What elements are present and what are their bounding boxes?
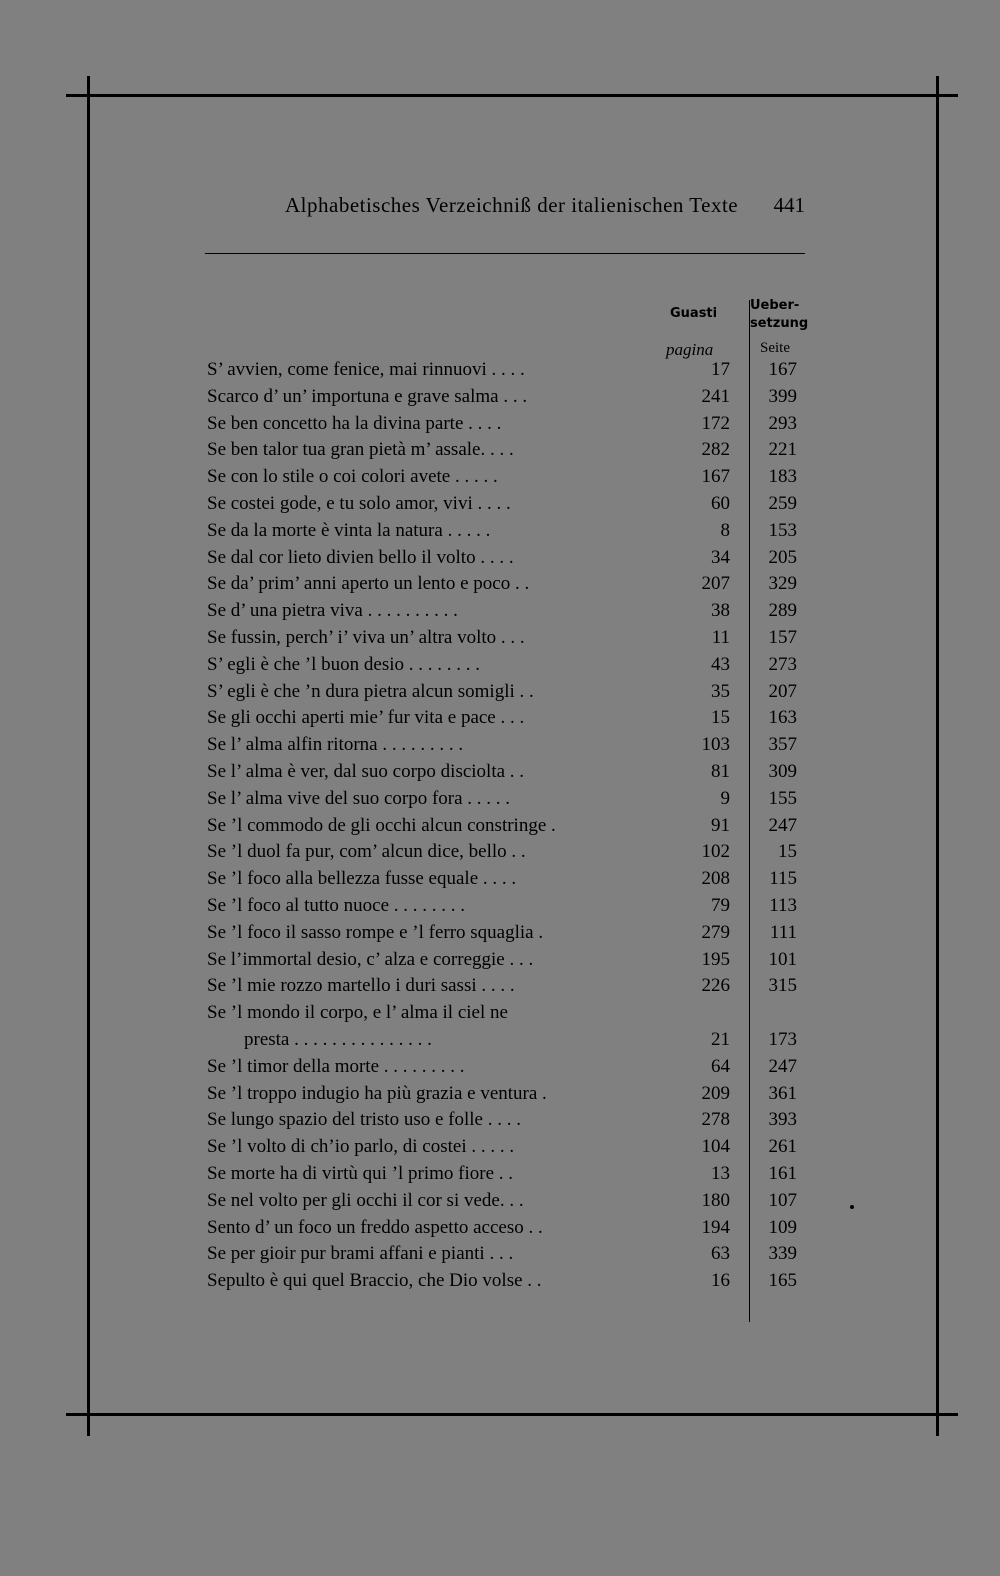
table-row <box>0 1187 1000 1214</box>
table-row <box>0 785 1000 812</box>
row-first-line: Se ’l timor della morte . . . . . . . . . <box>207 1055 465 1077</box>
row-first-line: Scarco d’ un’ importuna e grave salma . . . <box>207 385 528 407</box>
row-first-line: S’ egli è che ’l buon desio . . . . . . . . <box>207 653 480 675</box>
row-guasti-page: 279 <box>701 921 730 943</box>
table-row <box>0 1053 1000 1080</box>
row-guasti-page: 194 <box>701 1216 730 1238</box>
row-guasti-page: 9 <box>720 787 730 809</box>
row-translation-page: 101 <box>768 948 797 970</box>
row-guasti-page: 38 <box>711 600 730 622</box>
table-row <box>0 356 1000 383</box>
table-row <box>0 544 1000 571</box>
row-first-line: Se l’immortal desio, c’ alza e correggie . . . <box>207 948 534 970</box>
row-first-line: Se nel volto per gli occhi il cor si vede. . . <box>207 1189 524 1211</box>
table-row <box>0 1160 1000 1187</box>
row-guasti-page: 172 <box>701 412 730 434</box>
row-translation-page: 289 <box>768 600 797 622</box>
row-translation-page: 107 <box>768 1189 797 1211</box>
row-guasti-page: 11 <box>711 627 730 648</box>
table-row <box>0 1026 1000 1053</box>
row-guasti-page: 102 <box>701 841 730 863</box>
table-row <box>0 436 1000 463</box>
table-row <box>0 490 1000 517</box>
row-guasti-page: 103 <box>701 734 730 756</box>
row-translation-page: 155 <box>768 787 797 809</box>
row-translation-page: 329 <box>768 573 797 595</box>
column-subheader-seite: Seite <box>760 340 790 356</box>
row-first-line: Se da’ prim’ anni aperto un lento e poco . . <box>207 573 530 595</box>
row-first-line: Se morte ha di virtù qui ’l primo fiore . . <box>207 1163 514 1184</box>
row-translation-page: 205 <box>768 546 797 568</box>
row-translation-page: 173 <box>768 1029 797 1050</box>
row-first-line: Se fussin, perch’ i’ viva un’ altra volto . . . <box>207 627 525 648</box>
row-first-line: Se ’l commodo de gli occhi alcun constringe . <box>207 814 556 836</box>
column-subheader-pagina: pagina <box>666 340 714 359</box>
table-row <box>0 865 1000 892</box>
row-first-line: Se ’l foco alla bellezza fusse equale . . . . <box>207 868 517 890</box>
row-guasti-page: 63 <box>711 1243 730 1265</box>
column-header-uebersetzung-line2: setzung <box>750 316 809 331</box>
table-row <box>0 892 1000 919</box>
row-translation-page: 115 <box>769 868 797 890</box>
row-guasti-page: 226 <box>701 975 730 997</box>
row-translation-page: 109 <box>768 1216 797 1238</box>
row-first-line: presta . . . . . . . . . . . . . . . <box>244 1029 432 1050</box>
table-row <box>0 1214 1000 1241</box>
row-guasti-page: 241 <box>701 385 730 407</box>
row-guasti-page: 60 <box>711 493 730 514</box>
table-row <box>0 758 1000 785</box>
table-row <box>0 383 1000 410</box>
row-guasti-page: 34 <box>711 546 730 568</box>
row-guasti-page: 208 <box>701 868 730 890</box>
row-guasti-page: 13 <box>711 1163 730 1184</box>
row-translation-page: 259 <box>768 493 797 514</box>
row-guasti-page: 64 <box>711 1055 730 1077</box>
row-guasti-page: 16 <box>711 1270 730 1292</box>
row-guasti-page: 282 <box>701 439 730 461</box>
row-guasti-page: 21 <box>711 1029 730 1050</box>
row-first-line: Sepulto è qui quel Braccio, che Dio volse . . <box>207 1270 542 1292</box>
row-translation-page: 15 <box>778 841 797 863</box>
row-translation-page: 361 <box>768 1082 797 1104</box>
row-translation-page: 273 <box>768 653 797 675</box>
row-guasti-page: 17 <box>711 359 730 380</box>
frame-top-rule <box>66 94 958 97</box>
row-guasti-page: 81 <box>711 761 730 782</box>
row-translation-page: 357 <box>768 734 797 756</box>
row-first-line: Se l’ alma alfin ritorna . . . . . . . . . <box>207 734 464 756</box>
table-row <box>0 678 1000 705</box>
row-translation-page: 221 <box>768 439 797 461</box>
row-first-line: Se ben talor tua gran pietà m’ assale. . . . <box>207 439 514 461</box>
table-row <box>0 517 1000 544</box>
row-first-line: Se ’l mondo il corpo, e l’ alma il ciel ne <box>207 1002 508 1024</box>
row-first-line: S’ avvien, come fenice, mai rinnuovi . . . . <box>207 359 525 380</box>
row-guasti-page: 104 <box>701 1136 730 1158</box>
row-first-line: Se lungo spazio del tristo uso e folle . . . . <box>207 1109 521 1131</box>
table-row <box>0 946 1000 973</box>
row-guasti-page: 8 <box>720 519 730 541</box>
table-row <box>0 812 1000 839</box>
row-translation-page: 399 <box>768 385 797 407</box>
table-row <box>0 1080 1000 1107</box>
row-first-line: Se d’ una pietra viva . . . . . . . . . . <box>207 600 458 622</box>
table-row <box>0 731 1000 758</box>
row-first-line: Se per gioir pur brami affani e pianti . . . <box>207 1243 514 1265</box>
column-header-uebersetzung-line1: Ueber- <box>750 298 800 313</box>
table-row <box>0 651 1000 678</box>
row-translation-page: 293 <box>768 412 797 434</box>
table-row <box>0 972 1000 999</box>
row-first-line: Se ’l troppo indugio ha più grazia e ventura . <box>207 1082 547 1104</box>
row-guasti-page: 15 <box>711 707 730 729</box>
row-first-line: Se ’l mie rozzo martello i duri sassi . . . . <box>207 975 515 997</box>
row-guasti-page: 180 <box>701 1189 730 1211</box>
row-first-line: Se l’ alma è ver, dal suo corpo disciolta . . <box>207 761 525 782</box>
table-row <box>0 704 1000 731</box>
row-translation-page: 315 <box>768 975 797 997</box>
table-row <box>0 1106 1000 1133</box>
row-first-line: Se con lo stile o coi colori avete . . . . . <box>207 466 498 488</box>
page-title: Alphabetisches Verzeichniß der italienischen Texte <box>285 193 739 217</box>
row-translation-page: 165 <box>768 1270 797 1292</box>
row-guasti-page: 35 <box>711 680 730 702</box>
row-first-line: Se ben concetto ha la divina parte . . . . <box>207 412 502 434</box>
row-translation-page: 183 <box>768 466 797 488</box>
row-translation-page: 309 <box>768 761 797 782</box>
table-row <box>0 410 1000 437</box>
column-header-guasti: Guasti <box>670 306 718 321</box>
row-translation-page: 161 <box>768 1163 797 1184</box>
table-row <box>0 570 1000 597</box>
row-translation-page: 153 <box>768 519 797 541</box>
row-translation-page: 339 <box>768 1243 797 1265</box>
row-first-line: Se l’ alma vive del suo corpo fora . . . . . <box>207 787 511 809</box>
row-translation-page: 113 <box>769 895 797 916</box>
row-first-line: Sento d’ un foco un freddo aspetto acceso . . <box>207 1216 543 1238</box>
row-first-line: Se dal cor lieto divien bello il volto . . . . <box>207 546 514 568</box>
frame-bottom-rule <box>66 1413 958 1416</box>
running-header <box>205 193 805 229</box>
row-first-line: Se gli occhi aperti mie’ fur vita e pace . . . <box>207 707 525 729</box>
table-row <box>0 1240 1000 1267</box>
row-translation-page: 157 <box>768 627 797 648</box>
row-first-line: Se ’l foco il sasso rompe e ’l ferro squaglia . <box>207 921 544 943</box>
header-rule <box>205 253 805 254</box>
row-translation-page: 247 <box>768 1055 797 1077</box>
table-row <box>0 463 1000 490</box>
table-row <box>0 919 1000 946</box>
table-row <box>0 597 1000 624</box>
row-guasti-page: 79 <box>711 895 730 916</box>
row-guasti-page: 209 <box>701 1082 730 1104</box>
row-translation-page: 261 <box>768 1136 797 1158</box>
row-first-line: Se ’l foco al tutto nuoce . . . . . . . . <box>207 895 466 916</box>
row-first-line: Se da la morte è vinta la natura . . . . . <box>207 519 491 541</box>
row-guasti-page: 167 <box>701 466 730 488</box>
table-row <box>0 1133 1000 1160</box>
row-translation-page: 167 <box>768 359 797 380</box>
row-translation-page: 111 <box>769 921 797 943</box>
table-row <box>0 999 1000 1026</box>
page-number: 441 <box>773 193 805 217</box>
stray-dot-mark <box>850 1205 854 1209</box>
row-translation-page: 247 <box>768 814 797 836</box>
table-row <box>0 624 1000 651</box>
row-first-line: Se costei gode, e tu solo amor, vivi . . . . <box>207 493 511 514</box>
row-translation-page: 163 <box>768 707 797 729</box>
row-translation-page: 207 <box>768 680 797 702</box>
row-guasti-page: 207 <box>701 573 730 595</box>
row-first-line: Se ’l duol fa pur, com’ alcun dice, bello . . <box>207 841 526 863</box>
row-guasti-page: 43 <box>711 653 730 675</box>
row-first-line: S’ egli è che ’n dura pietra alcun somigli . . <box>207 680 534 702</box>
row-first-line: Se ’l volto di ch’io parlo, di costei . . . . . <box>207 1136 515 1158</box>
table-row <box>0 1267 1000 1294</box>
row-guasti-page: 278 <box>701 1109 730 1131</box>
row-translation-page: 393 <box>768 1109 797 1131</box>
table-row <box>0 838 1000 865</box>
row-guasti-page: 195 <box>701 948 730 970</box>
row-guasti-page: 91 <box>711 814 730 836</box>
